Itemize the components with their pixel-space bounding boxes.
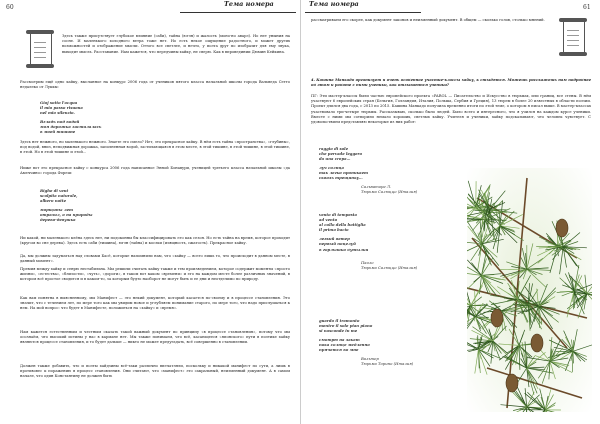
- poem-2: Righe di vent scolpita naturale, albero notte морщины лет отразил, о на природы дерево-девушка: [40, 188, 93, 223]
- body-paragraph: Да, мы должны задуматься над словами Басё, которые напомнили нам, что «хайку — всего лишь то, что происходит в данном месте, в данный момент».: [20, 254, 290, 264]
- poem-1: Gioj sotto l'acqua il mio passo risuona nel mio silenzio. Вгладь под водой моя дорожка застилалась в моей тишине: [40, 100, 102, 135]
- poem-3: guardo il tramonto mentre il sole pian piano si nasconde in me смотрю на закат пока солнце медленно прячется во мне: [319, 318, 373, 353]
- header-rule: [305, 12, 421, 13]
- page-number: 61: [583, 4, 591, 11]
- poem-2-author: Паоло Тюрьма Салюццо (Италия): [361, 260, 418, 271]
- body-paragraph: Рассмотрим ещё одно хайку, высланное на конкурс 2006 года от учеников пятого класса начальной школы города Вальведа Сетто недалеко от Луккы:: [20, 80, 290, 90]
- poem-2: vento di tempesta ad vento al collo della bottiglia il primo bacio легкий ветер первый поцелуй в горлышко бутылки: [319, 212, 369, 252]
- body-paragraph: Должен также добавить, что и поэты хайдзины всё-таки различно впечатляли, поскольку и никакой манифест по сути, а лишь в противовес к поражению в процесс становления. Они считают, что «манифест» это сакральный, неизменный документ. А в самом начале, что один Константину не должен быть: [20, 364, 290, 379]
- interview-answer: ПГ: Эти мастер-классы были частью европейского проекта «PAROL — Писательство и Искусство в тюрьмах, или границ, все стены. В нём участвуют 6 европейских стран (Бельгия, Голландия, Италия, Польша, Сербия и Греция), 13 тюрем в более 20 известных в области поэзии. Проект длился два года, с 2013 по 2015. Кашина Манкадо получила временно итоги по этой теме, о котором я писал выше. В мастер-классах участвовало три-четыре тюрьмы. Рассказываю, сколько было людей. Было всего и интересного, что я учился на каждом курсе ученики. Вместе с ними мы сотворили немало хороших, светлых хайку. Учителя и ученики, хайку подсказывают, что человек чувствует. С удовольствием представляю некоторые из них работ:: [311, 94, 591, 125]
- body-paragraph: Как вам понятна в выясненному, мы Манифест — это некий документ, который касается по-своему и в процессе становления. Это значит, что с течением лет, по мере того как мы увидим новое и углубляем понимание старого, по мере того, что надо прислушаться к нем. На мой вопрос: что будет в Манифесте, положиться на «хайку» и «время».: [20, 296, 290, 311]
- body-paragraph: Ни какой, ни маленького клёна здесь нет, ни подоконны бы классифицировать его как сезон. Но есть тайна на время, которое проходит (кругом во сне дерева). Здесь есть саби (тишина), югэн (тайна) и косэки (изящность, сжатость). Прекрасное хайку.: [20, 236, 290, 246]
- page-number: 60: [6, 4, 14, 11]
- body-paragraph: Здесь нет нежного, но маленького нежного. Знаете это смело? Нет, это прекрасное хайку. В нём есть тайна «пространства», «глубины», под водой, вниз, неподвижная дорожка, заполненная водой, застилающаяся в этом месте, в этой тишине, в этой тишине, в этой тишине, в этой. Но в этой тишине и этой...: [20, 140, 290, 155]
- section-header: Тема номера: [309, 0, 359, 8]
- poem-1-author: Сальваторе Л. Тюрьма Салюццо (Италия): [361, 184, 418, 195]
- intro-paragraph: Здесь также присутствует глубокое влияние (саби), тайна (югэн) и жалость (моно-но аварэ). Но нет уныния на сосне. И маленького холодного ветра тоже нет. Но есть некое ощущение радостного, и может других возможностей и отображение мысли. Оттого все светлее, и нечто, у поэта друг по изобразит для ему звука, выходит мысль. Расставание. Нам кажется, что передчины хайку, не сверю. Как в впровединии Дюмин Кейкина.: [62, 34, 290, 54]
- poem-1: raggio di sole che pervade leggero da una crepa… луч солнца так легко проникает сквозь трещинку…: [319, 146, 369, 181]
- body-paragraph: Нам кажется естественным и честным сказать такой важный документ по принципу «в процессе становления», потому что мы осознаём, что высокий истины у нас в кармане нет. Мы также понимаем, что всё, касающееся «японского» пути в поэтике хайку являются процессе становления, и то будет дальше — никто не может предугадать, всё совершенно в становлении.: [20, 330, 290, 345]
- pine-branch-photo: [467, 168, 592, 412]
- body-paragraph: Ниже вот это прекрасное хайку с конкурса 2006 года написанное Энной Бонавури, ученицей третьего класса начальной школы «да Амеччино» города Фореш:: [20, 166, 290, 176]
- intro-paragraph: рассматриваем его скорее, как документ законов и неизменный документ. В общем — сколько голов, столько мнений.: [311, 18, 545, 22]
- right-page: [300, 0, 600, 424]
- header-rule: [180, 12, 296, 13]
- body-paragraph: Премия между хайку и сенрю нестабильна. Мы решили считать хайку также и тем произведением, которое содержит моменты «просто жизни», «естества», «близости», «чуть», «дороги», в таком вот каком «времени» и его на каждом месте более различных значений, в котором всё простое сводится и в каком-то, за которым будто наоборот не могут быть и ее дни и неотделимо по природу.: [20, 267, 290, 282]
- section-header: Тема номера: [224, 0, 274, 8]
- scroll-icon: [559, 18, 587, 56]
- interview-question: 4. Кашина Манкадо организует и очень особенное участие-классы хайку, к стыдятся. Можешь расскажешь нам подробнее об этом и работе с ними ученики, как отзываются ученики?: [311, 78, 591, 88]
- scroll-icon: [26, 30, 54, 68]
- poem-3-author: Вальтер Тюрьма Торино (Италия): [361, 356, 414, 367]
